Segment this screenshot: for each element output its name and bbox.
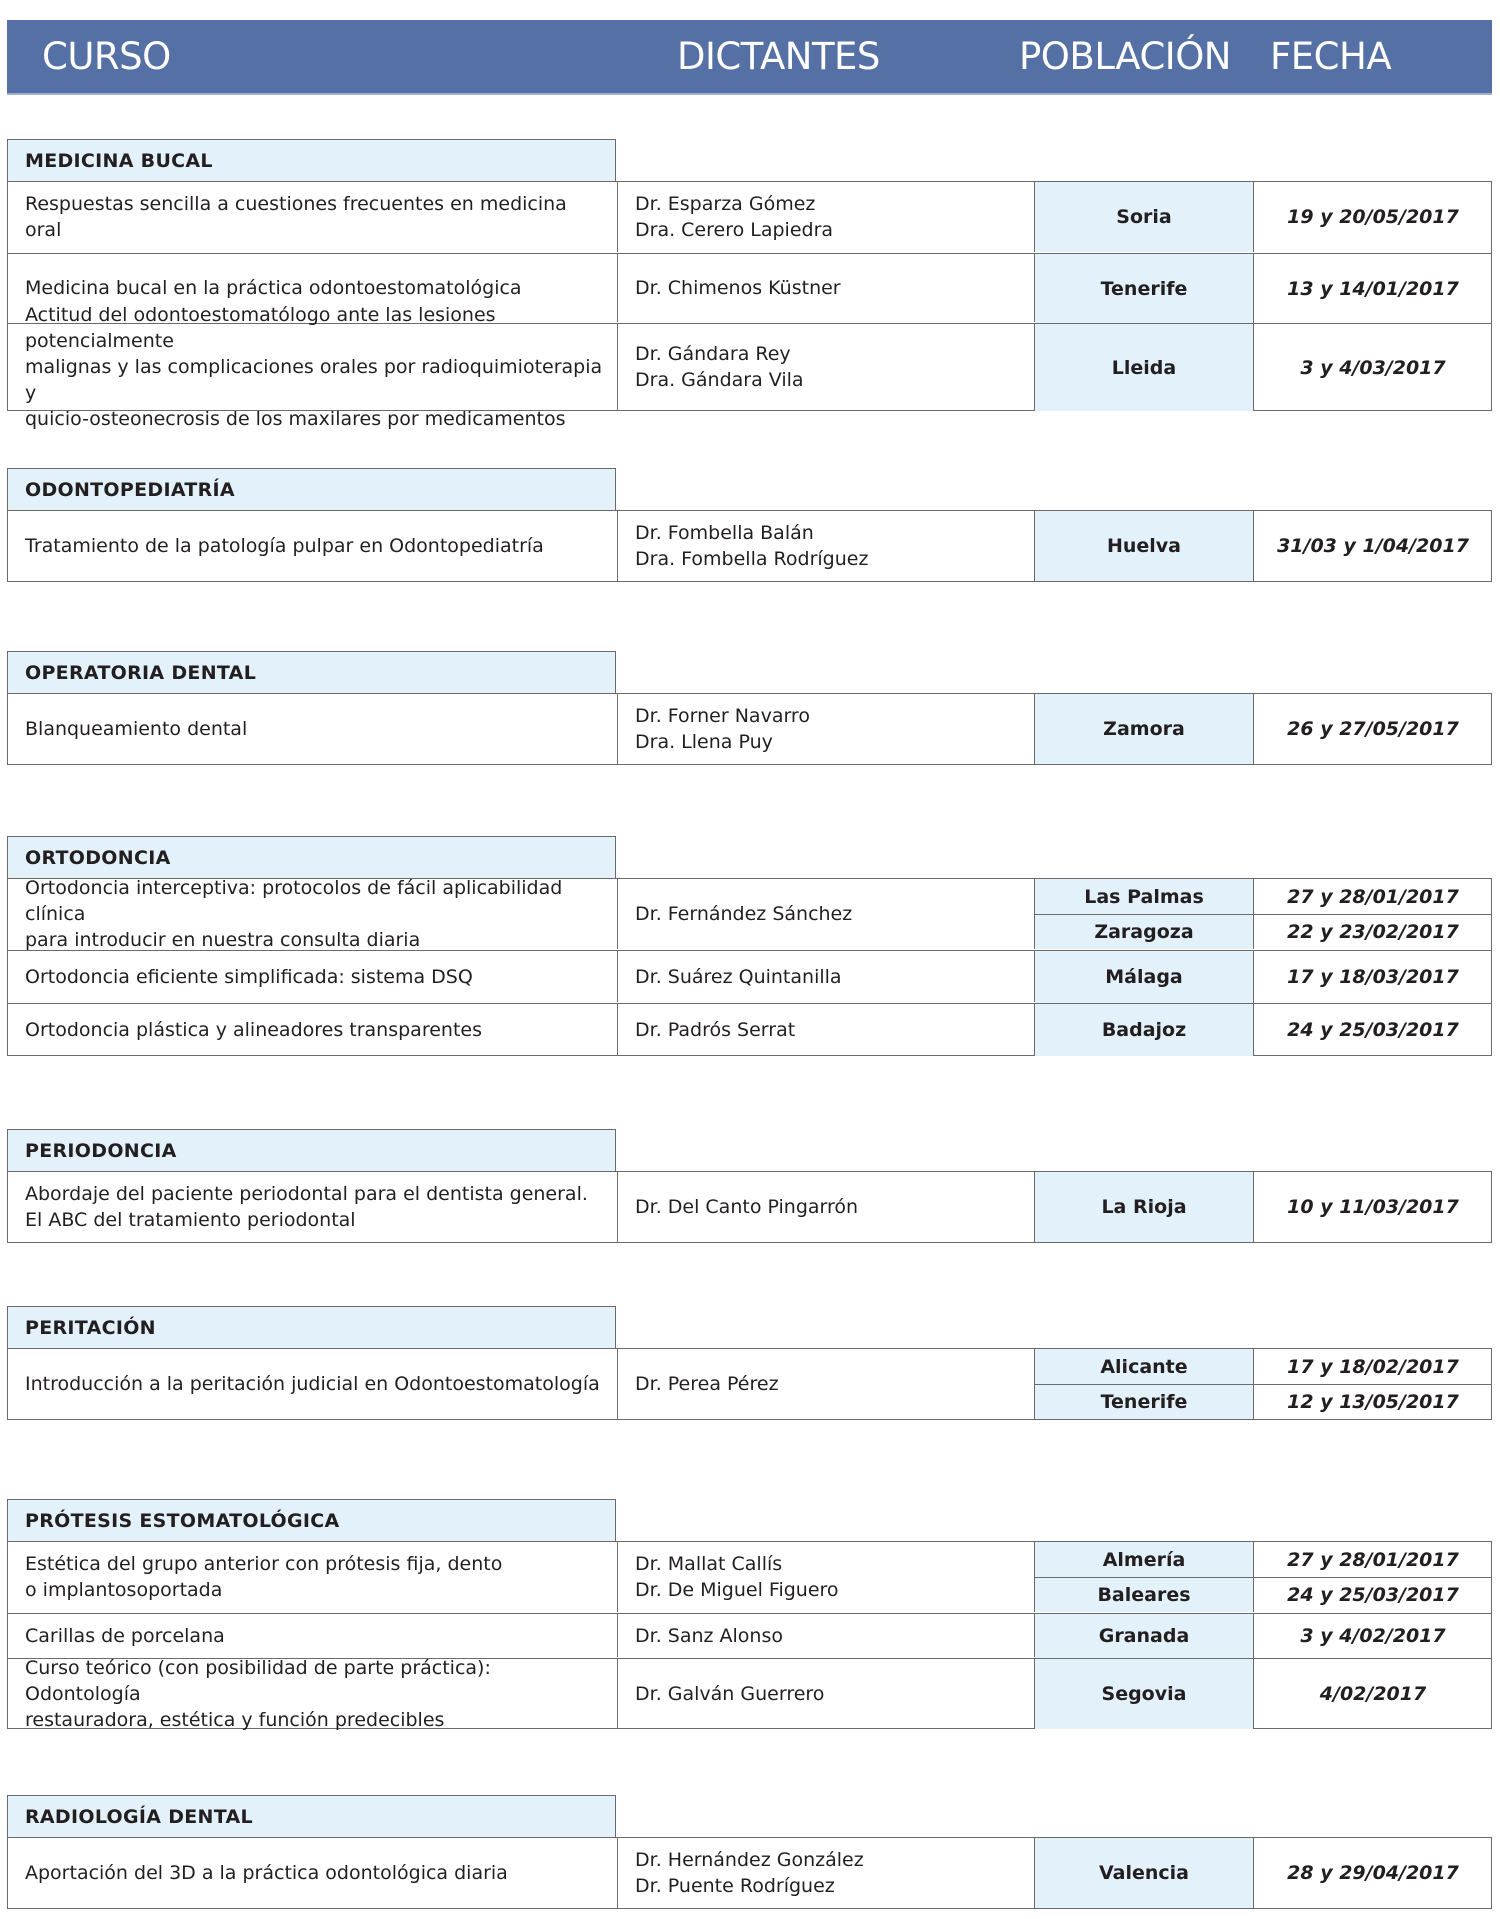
table-row: [8, 182, 1491, 252]
course-places: [1034, 1542, 1491, 1612]
table-row: [8, 1172, 1491, 1242]
place-row: [1035, 1349, 1492, 1384]
header-dictantes: DICTANTES: [677, 35, 880, 78]
fecha-cell: 3 y 4/03/2017: [1253, 324, 1492, 411]
section-table: [7, 181, 1492, 430]
fecha-cell: 28 y 29/04/2017: [1253, 1838, 1492, 1908]
course-lecturers: Dr. Mallat Callís Dr. De Miguel Figuero: [617, 1542, 1034, 1612]
poblacion-cell: La Rioja: [1035, 1172, 1253, 1242]
course-title: Actitud del odontoestomatólogo ante las lesiones potencialmente malignas y las complicaciones orales por radioquimioterapia y quicio-osteonecrosis de los maxilares por medicamentos: [25, 304, 603, 430]
course-places: [1034, 1172, 1491, 1242]
poblacion-cell: Huelva: [1035, 511, 1253, 581]
course-lecturers: Dr. Padrós Serrat: [617, 1004, 1034, 1055]
place-row: [1035, 914, 1492, 949]
section-title: PRÓTESIS ESTOMATOLÓGICA: [7, 1499, 616, 1542]
course-places: [1034, 1838, 1491, 1908]
poblacion-cell: Badajoz: [1035, 1004, 1253, 1056]
section-table: [7, 510, 1492, 582]
course-places: [1034, 254, 1491, 322]
section-title: ODONTOPEDIATRÍA: [7, 468, 616, 511]
course-lecturers: Dr. Del Canto Pingarrón: [617, 1172, 1034, 1242]
table-row: [8, 1349, 1491, 1419]
place-row: [1035, 1838, 1492, 1908]
course-lecturers: Dr. Suárez Quintanilla: [617, 951, 1034, 1002]
course-title: Curso teórico (con posibilidad de parte práctica): Odontología restauradora, estética y función predecibles: [25, 1656, 491, 1731]
section-title: OPERATORIA DENTAL: [7, 651, 616, 694]
course-title: Estética del grupo anterior con prótesis fija, dento o implantosoportada: [25, 1553, 503, 1601]
table-row: [8, 694, 1491, 764]
section-table: [7, 878, 1492, 1056]
course-lecturers: Dr. Fombella Balán Dra. Fombella Rodríguez: [617, 511, 1034, 581]
place-row: [1035, 1004, 1492, 1056]
course-places: [1034, 1004, 1491, 1055]
poblacion-cell: Baleares: [1035, 1578, 1253, 1612]
fecha-cell: 24 y 25/03/2017: [1253, 1578, 1492, 1612]
course-places: [1034, 879, 1491, 949]
section-title: PERITACIÓN: [7, 1306, 616, 1349]
course-title: Abordaje del paciente periodontal para el dentista general. El ABC del tratamiento periodontal: [25, 1183, 588, 1231]
table-row: [8, 304, 1491, 430]
course-title: Ortodoncia interceptiva: protocolos de fácil aplicabilidad clínica para introducir en nuestra consulta diaria: [25, 877, 563, 951]
place-row: [1035, 1542, 1492, 1577]
place-row: [1035, 182, 1492, 252]
fecha-cell: 13 y 14/01/2017: [1253, 254, 1492, 323]
course-places: [1034, 511, 1491, 581]
poblacion-cell: Almería: [1035, 1542, 1253, 1577]
poblacion-cell: Tenerife: [1035, 254, 1253, 323]
header-fecha: FECHA: [1270, 35, 1392, 78]
course-title: Introducción a la peritación judicial en Odontoestomatología: [25, 1373, 600, 1395]
fecha-cell: 10 y 11/03/2017: [1253, 1172, 1492, 1242]
table-row: [8, 879, 1491, 949]
course-places: [1034, 1659, 1491, 1728]
poblacion-cell: Tenerife: [1035, 1385, 1253, 1419]
fecha-cell: 19 y 20/05/2017: [1253, 182, 1492, 252]
fecha-cell: 22 y 23/02/2017: [1253, 915, 1492, 949]
table-row: [8, 1003, 1491, 1055]
course-lecturers: Dr. Chimenos Küstner: [617, 254, 1034, 322]
place-row: [1035, 1659, 1492, 1729]
course-places: [1034, 694, 1491, 764]
course-title: Medicina bucal en la práctica odontoestomatológica: [25, 277, 522, 299]
header-curso: CURSO: [42, 35, 171, 78]
poblacion-cell: Lleida: [1035, 324, 1253, 411]
course-lecturers: Dr. Perea Pérez: [617, 1349, 1034, 1419]
table-row: [8, 1838, 1491, 1908]
table-row: [8, 1613, 1491, 1657]
course-title: Aportación del 3D a la práctica odontológica diaria: [25, 1862, 508, 1884]
poblacion-cell: Zamora: [1035, 694, 1253, 764]
course-lecturers: Dr. Hernández González Dr. Puente Rodríguez: [617, 1838, 1034, 1908]
section-table: [7, 1348, 1492, 1420]
table-row: [8, 1656, 1491, 1731]
fecha-cell: 27 y 28/01/2017: [1253, 879, 1492, 914]
place-row: [1035, 951, 1492, 1003]
poblacion-cell: Soria: [1035, 182, 1253, 252]
header-poblacion: POBLACIÓN: [1019, 35, 1231, 78]
section-table: [7, 1837, 1492, 1909]
poblacion-cell: Alicante: [1035, 1349, 1253, 1384]
poblacion-cell: Valencia: [1035, 1838, 1253, 1908]
course-title: Carillas de porcelana: [25, 1624, 225, 1647]
course-places: [1034, 1614, 1491, 1657]
course-places: [1034, 1349, 1491, 1419]
poblacion-cell: Zaragoza: [1035, 915, 1253, 949]
section-table: [7, 1171, 1492, 1243]
table-row: [8, 1542, 1491, 1612]
fecha-cell: 3 y 4/02/2017: [1253, 1614, 1492, 1658]
course-lecturers: Dr. Esparza Gómez Dra. Cerero Lapiedra: [617, 182, 1034, 252]
place-row: [1035, 694, 1492, 764]
place-row: [1035, 1384, 1492, 1419]
table-row: [8, 950, 1491, 1002]
table-header: [7, 20, 1492, 93]
fecha-cell: 24 y 25/03/2017: [1253, 1004, 1492, 1056]
fecha-cell: 26 y 27/05/2017: [1253, 694, 1492, 764]
place-row: [1035, 1577, 1492, 1612]
fecha-cell: 4/02/2017: [1253, 1659, 1492, 1729]
poblacion-cell: Segovia: [1035, 1659, 1253, 1729]
fecha-cell: 12 y 13/05/2017: [1253, 1385, 1492, 1419]
fecha-cell: 17 y 18/03/2017: [1253, 951, 1492, 1003]
place-row: [1035, 324, 1492, 411]
poblacion-cell: Las Palmas: [1035, 879, 1253, 914]
section-title: MEDICINA BUCAL: [7, 139, 616, 182]
course-title: Tratamiento de la patología pulpar en Odontopediatría: [25, 535, 544, 557]
section-table: [7, 693, 1492, 765]
section-title: PERIODONCIA: [7, 1129, 616, 1172]
poblacion-cell: Granada: [1035, 1614, 1253, 1658]
place-row: [1035, 1172, 1492, 1242]
course-lecturers: Dr. Fernández Sánchez: [617, 879, 1034, 949]
place-row: [1035, 511, 1492, 581]
course-lecturers: Dr. Galván Guerrero: [617, 1659, 1034, 1728]
course-places: [1034, 324, 1491, 410]
fecha-cell: 27 y 28/01/2017: [1253, 1542, 1492, 1577]
section-table: [7, 1541, 1492, 1729]
course-title: Ortodoncia eficiente simplificada: sistema DSQ: [25, 965, 473, 988]
section-title: RADIOLOGÍA DENTAL: [7, 1795, 616, 1838]
table-row: [8, 511, 1491, 581]
place-row: [1035, 1614, 1492, 1658]
place-row: [1035, 879, 1492, 914]
fecha-cell: 31/03 y 1/04/2017: [1253, 511, 1492, 581]
course-places: [1034, 951, 1491, 1002]
poblacion-cell: Málaga: [1035, 951, 1253, 1003]
course-places: [1034, 182, 1491, 252]
course-title: Ortodoncia plástica y alineadores transparentes: [25, 1018, 482, 1041]
fecha-cell: 17 y 18/02/2017: [1253, 1349, 1492, 1384]
place-row: [1035, 254, 1492, 323]
course-title: Blanqueamiento dental: [25, 718, 248, 740]
section-title: ORTODONCIA: [7, 836, 616, 879]
course-title: Respuestas sencilla a cuestiones frecuentes en medicina oral: [25, 193, 567, 241]
course-lecturers: Dr. Gándara Rey Dra. Gándara Vila: [617, 324, 1034, 410]
course-lecturers: Dr. Sanz Alonso: [617, 1614, 1034, 1657]
course-lecturers: Dr. Forner Navarro Dra. Llena Puy: [617, 694, 1034, 764]
